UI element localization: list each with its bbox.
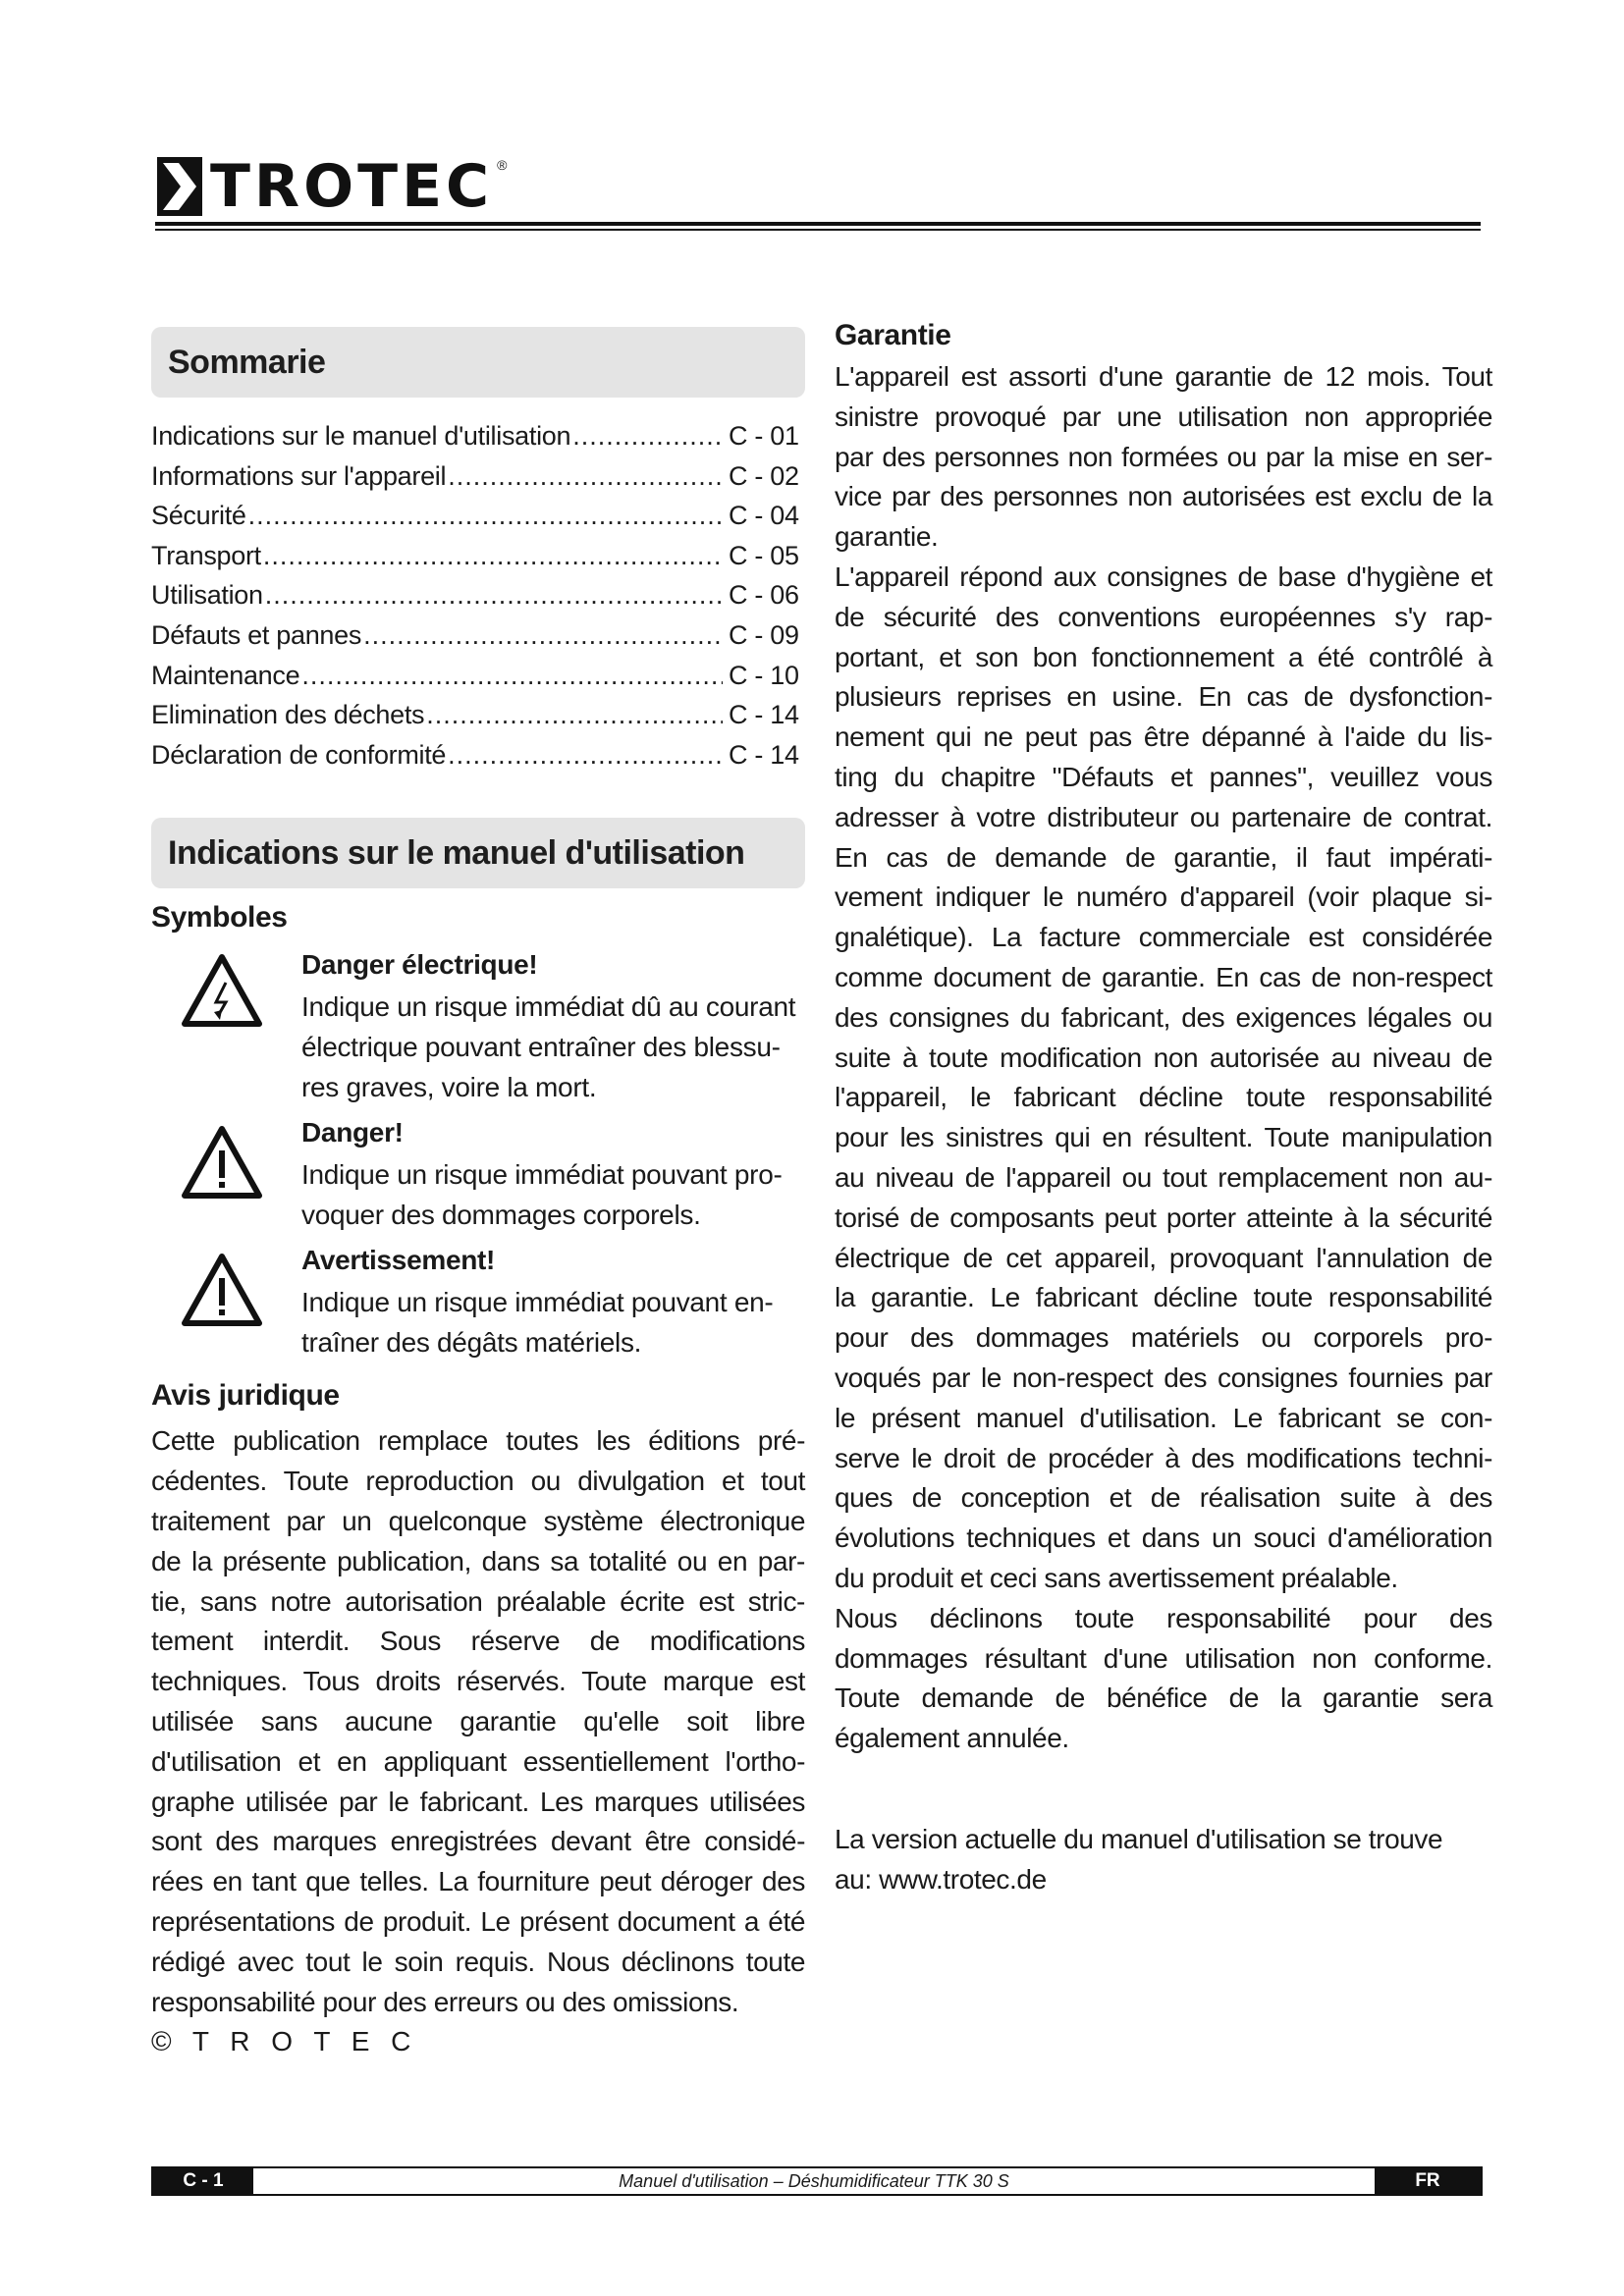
toc-entry (151, 456, 805, 497)
text-line: évolutions techniques et dans un souci d'amélioration (835, 1522, 1492, 1554)
text-line: l'appareil, le fabricant décline toute responsabilité (835, 1082, 1492, 1113)
text-line: rédigé avec tout le soin requis. Nous déclinons toute (151, 1946, 805, 1977)
toc-entry-label: Elimination des déchets (151, 700, 425, 730)
right-column (835, 316, 1492, 1899)
toc-leader-dots (426, 695, 723, 735)
legal-heading: Avis juridique (151, 1379, 340, 1413)
warranty-paragraph (835, 1599, 1492, 1759)
text-line: serve le droit de procéder à des modifications techni- (835, 1442, 1492, 1473)
toc-leader-dots (363, 615, 723, 656)
symbols-heading: Symboles (151, 901, 288, 934)
toc-leader-dots (265, 575, 723, 615)
toc-leader-dots (572, 416, 723, 456)
text-line: La version actuelle du manuel d'utilisation se trouve (835, 1823, 1443, 1854)
text-line: rées en tant que telles. La fourniture peut déroger des (151, 1866, 805, 1897)
text-line: également annulée. (835, 1723, 1069, 1754)
toc-entry-label: Défauts et pannes (151, 619, 362, 650)
toc-leader-dots (448, 735, 723, 775)
toc-entry-label: Maintenance (151, 660, 300, 690)
text-line: nement qui ne peut pas être dépanné à l'aide du lis- (835, 721, 1492, 753)
warranty-paragraph (835, 357, 1492, 558)
text-line: sont des marques enregistrées devant être considé- (151, 1826, 805, 1857)
header-rule (155, 222, 1481, 226)
toc-entry (151, 575, 805, 615)
symbol-description: Indique un risque immédiat pouvant en- traîner des dégâts matériels. (301, 1287, 774, 1359)
text-line: voqués par le non-respect des consignes fournies par (835, 1362, 1492, 1393)
toc-entry (151, 416, 805, 456)
text-line: par des personnes non formées ou par la mise en ser- (835, 441, 1492, 472)
text-line: ting du chapitre "Défauts et pannes", veuillez vous (835, 761, 1492, 792)
brand-name: TROTEC (210, 152, 494, 221)
text-line: sinistre provoqué par une utilisation non appropriée (835, 400, 1492, 432)
electric-warning-icon (181, 953, 263, 1028)
toc-entry-page: C - 02 (729, 460, 799, 491)
toc-entry-page: C - 01 (729, 421, 799, 451)
header-rule-thin (155, 229, 1481, 231)
symbol-description: Indique un risque immédiat pouvant pro- voquer des dommages corporels. (301, 1159, 783, 1231)
text-line: d'utilisation et en appliquant essentiellement l'ortho- (151, 1745, 805, 1777)
trotec-logo-icon (157, 157, 202, 216)
text-line: L'appareil est assorti d'une garantie de 12 mois. Tout (835, 361, 1492, 392)
footer-page-number: C - 1 (153, 2168, 253, 2194)
legal-text (151, 1421, 805, 2022)
symbol-electric (151, 943, 805, 1107)
text-line: En cas de demande de garantie, il faut impérati- (835, 841, 1492, 873)
toc-entry-page: C - 06 (729, 580, 799, 611)
toc-entry-label: Transport (151, 540, 261, 570)
text-line: plusieurs reprises en usine. En cas de dysfonction- (835, 681, 1492, 713)
toc-entry-label: Sécurité (151, 501, 246, 531)
toc-entry-page: C - 09 (729, 619, 799, 650)
text-line: le présent manuel d'utilisation. Le fabricant se con- (835, 1402, 1492, 1433)
symbol-danger (151, 1111, 805, 1235)
warranty-text (835, 357, 1492, 1759)
footer-title: Manuel d'utilisation – Déshumidificateur TTK 30 S (619, 2171, 1009, 2191)
text-line: L'appareil répond aux consignes de base d'hygiène et (835, 561, 1492, 592)
symbol-description: Indique un risque immédiat dû au courant électrique pouvant entraîner des blessu- res graves, voire la mort. (301, 991, 796, 1103)
text-line: ques de conception et de réalisation suite à des (835, 1482, 1492, 1514)
toc-entry-page: C - 14 (729, 739, 799, 770)
text-line: représentations de produit. Le présent document a été (151, 1905, 805, 1937)
footer-language: FR (1375, 2168, 1481, 2194)
text-line: adresser à votre distributeur ou partenaire de contrat. (835, 801, 1492, 832)
warranty-heading: Garantie (835, 319, 951, 351)
toc-entry (151, 496, 805, 536)
text-line: de la présente publication, dans sa totalité ou en par- (151, 1545, 805, 1576)
toc-entry-page: C - 14 (729, 700, 799, 730)
trotec-logo (157, 152, 508, 221)
text-line: gnalétique). La facture commerciale est considérée (835, 922, 1492, 953)
text-line: cédentes. Toute reproduction ou divulgation et tout (151, 1466, 805, 1497)
text-line: électrique de cet appareil, provoquant l'annulation de (835, 1242, 1492, 1273)
text-line: portant, et son bon fonctionnement a été contrôlé à (835, 641, 1492, 672)
text-line: Nous déclinons toute responsabilité pour des (835, 1602, 1492, 1633)
toc-entry-label: Informations sur l'appareil (151, 460, 447, 491)
toc-entry (151, 735, 805, 775)
toc-leader-dots (248, 496, 723, 536)
text-line: au niveau de l'appareil ou tout remplacement non au- (835, 1161, 1492, 1193)
text-line: la garantie. Le fabricant décline toute responsabilité (835, 1282, 1492, 1313)
symbol-title: Avertissement! (301, 1245, 496, 1276)
text-line: des consignes du fabricant, des exigences légales ou (835, 1001, 1492, 1033)
text-line: vice par des personnes non autorisées est exclu de la (835, 481, 1492, 512)
table-of-contents (151, 416, 805, 774)
text-line: au: www.trotec.de (835, 1863, 1047, 1895)
version-note (835, 1820, 1492, 1900)
text-line: du produit et ceci sans avertissement préalable. (835, 1562, 1398, 1593)
text-line: Cette publication remplace toutes les éditions pré- (151, 1425, 805, 1457)
toc-entry-label: Utilisation (151, 580, 263, 611)
toc-entry (151, 695, 805, 735)
text-line: tement interdit. Sous réserve de modifications (151, 1626, 805, 1657)
text-line: dommages résultant d'une utilisation non conforme. (835, 1642, 1492, 1674)
toc-entry-page: C - 05 (729, 540, 799, 570)
symbol-title: Danger! (301, 1117, 404, 1148)
warning-icon (181, 1125, 263, 1200)
toc-entry-label: Déclaration de conformité (151, 739, 447, 770)
text-line: torisé de composants peut porter atteinte à la sécurité (835, 1201, 1492, 1233)
registered-mark: ® (497, 157, 508, 173)
toc-heading: Sommarie (151, 327, 805, 398)
text-line: suite à toute modification non autorisée au niveau de (835, 1041, 1492, 1073)
toc-entry-label: Indications sur le manuel d'utilisation (151, 421, 571, 451)
text-line: responsabilité pour des erreurs ou des omissions. (151, 1986, 739, 2017)
copyright: © T R O T E C (151, 2026, 418, 2057)
toc-entry (151, 615, 805, 656)
page-footer (151, 2166, 1483, 2196)
warranty-paragraph (835, 558, 1492, 1599)
toc-leader-dots (263, 536, 723, 576)
toc-leader-dots (301, 656, 723, 696)
text-line: pour des dommages matériels ou corporels pro- (835, 1322, 1492, 1354)
text-line: tie, sans notre autorisation préalable écrite est stric- (151, 1585, 805, 1617)
manual-section-heading: Indications sur le manuel d'utilisation (151, 818, 805, 888)
text-line: techniques. Tous droits réservés. Toute marque est (151, 1666, 805, 1697)
symbol-title: Danger électrique! (301, 949, 538, 981)
text-line: Toute demande de bénéfice de la garantie sera (835, 1682, 1492, 1714)
text-line: utilisée sans aucune garantie qu'elle soit libre (151, 1705, 805, 1736)
text-line: pour les sinistres qui en résultent. Toute manipulation (835, 1122, 1492, 1153)
toc-entry (151, 536, 805, 576)
left-column (151, 327, 805, 2061)
text-line: garantie. (835, 521, 939, 553)
text-line: traitement par un quelconque système électronique (151, 1505, 805, 1536)
text-line: de sécurité des conventions européennes s'y rap- (835, 601, 1492, 632)
toc-entry (151, 656, 805, 696)
warning-icon (181, 1253, 263, 1327)
symbol-warning (151, 1239, 805, 1362)
toc-leader-dots (448, 456, 723, 497)
text-line: graphe utilisée par le fabricant. Les marques utilisées (151, 1786, 805, 1817)
toc-entry-page: C - 04 (729, 501, 799, 531)
toc-entry-page: C - 10 (729, 660, 799, 690)
text-line: vement indiquer le numéro d'appareil (voir plaque si- (835, 881, 1492, 913)
text-line: comme document de garantie. En cas de non-respect (835, 961, 1492, 992)
